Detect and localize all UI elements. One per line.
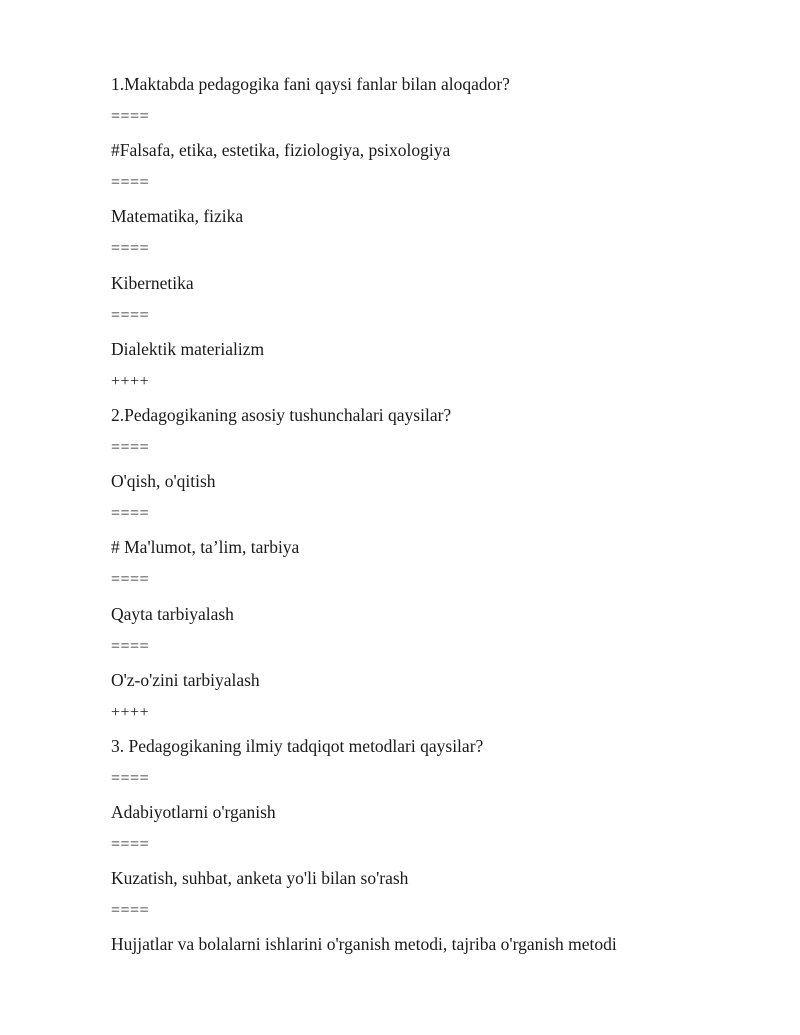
separator-line: ==== [111,571,150,589]
answer-option: Dialektik materializm [111,338,265,359]
separator-line: ==== [111,637,150,655]
question-text: 2.Pedagogikaning asosiy tushunchalari qaysilar? [111,404,452,425]
separator-line: ==== [111,240,150,258]
separator-line: ++++ [111,372,150,390]
answer-option: Kibernetika [111,272,194,293]
answer-option: Hujjatlar va bolalarni ishlarini o'rganish metodi, tajriba o'rganish metodi [111,934,617,955]
answer-option: Qayta tarbiyalash [111,603,234,624]
separator-line: ==== [111,108,150,126]
answer-option: # Ma'lumot, ta’lim, tarbiya [111,537,300,558]
separator-line: ++++ [111,703,150,721]
separator-line: ==== [111,505,150,523]
separator-line: ==== [111,769,150,787]
separator-line: ==== [111,902,150,920]
question-text: 1.Maktabda pedagogika fani qaysi fanlar bilan aloqador? [111,74,510,94]
answer-option: O'qish, o'qitish [111,471,216,492]
answer-option: Matematika, fizika [111,206,244,227]
question-text: 3. Pedagogikaning ilmiy tadqiqot metodlari qaysilar? [111,735,484,756]
answer-option: O'z-o'zini tarbiyalash [111,669,260,690]
answer-option: #Falsafa, etika, estetika, fiziologiya, psixologiya [111,140,451,161]
separator-line: ==== [111,836,150,854]
separator-line: ==== [111,174,150,192]
separator-line: ==== [111,439,150,457]
separator-line: ==== [111,306,150,324]
answer-option: Kuzatish, suhbat, anketa yo'li bilan so'rash [111,868,409,889]
document-body [111,72,771,966]
answer-option: Adabiyotlarni o'rganish [111,802,276,823]
